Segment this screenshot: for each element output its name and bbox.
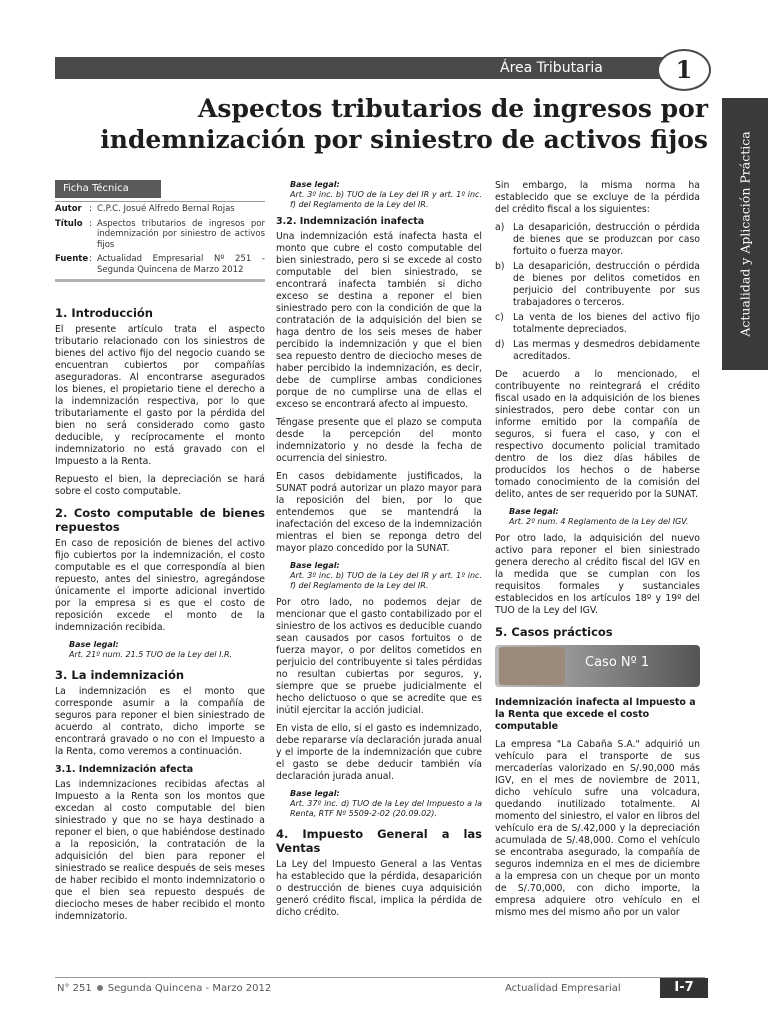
issue-period: Segunda Quincena - Marzo 2012 [107, 983, 272, 994]
section-number: 1 [657, 49, 711, 91]
base-legal-label: Base legal: [509, 507, 559, 516]
paragraph: En vista de ello, si el gasto es indemnizado, debe repararse vía declaración jurada anual y el importe de la indemnización que cubre el gasto se debe deducir también vía declaración jurada anual. [276, 723, 482, 782]
paragraph: La Ley del Impuesto General a las Ventas ha establecido que la pérdida, desaparición o destrucción de bienes cuya adquisición generó crédito fiscal, implica la pérdida de dicho crédito. [276, 859, 482, 918]
paragraph: El presente artículo trata el aspecto tributario relacionado con los siniestros de bienes del activo fijo del negocio cuando se encuentran cubiertos por compañías aseguradoras. Al encontrarse asegurados los bienes, el propietario tiene el derecho a la indemnización respectiva, por lo que tributariamente el gasto por la pérdida del bien no será considerado como gasto deducible, y recíprocamente el monto indemnizatorio no está gravado con el Impuesto a la Renta. [55, 324, 265, 467]
base-legal [290, 180, 482, 210]
ficha-row-titulo: Título : Aspectos tributarios de ingresos por indemnización por siniestro de activos fijos [55, 218, 265, 250]
base-legal-text: Art. 3º inc. b) TUO de la Ley del IR y art. 1º inc. f) del Reglamento de la Ley del IR. [290, 190, 482, 209]
paragraph: De acuerdo a lo mencionado, el contribuyente no reintegrará el crédito fiscal usado en la adquisición de los bienes siniestrados, pero debe contar con un informe emitido por la compañía de seguros, si fuera el caso, y con el respectivo documento policial tramitado dentro de los diez días hábiles de producidos los hechos o de haberse tomado conocimiento de la comisión del delito, antes de ser requerido por la SUNAT. [495, 369, 700, 500]
heading-indemnizacion: 3. La indemnización [55, 668, 185, 682]
paragraph: Las indemnizaciones recibidas afectas al Impuesto a la Renta son los montos que excedan al costo computable del bien siniestrado y que no se haya destinado a reponer el bien, o que habiéndose destinado a la reposición, la contratación de la adquisición del bien para reponer el siniestrado se realice después de seis meses de haber recibido el monto indemnizatorio o que el bien sea repuesto después de dieciocho meses de haber recibido el monto indemnizatorio. [55, 779, 265, 922]
paragraph: Por otro lado, la adquisición del nuevo activo para reponer el bien siniestrado genera derecho al crédito fiscal del IGV en la medida que se cumplan con los requisitos formales y sustanciales establecidos en los artículos 18º y 19º del TUO de la Ley del IGV. [495, 533, 700, 616]
paragraph: Sin embargo, la misma norma ha establecido que se excluye de la pérdida del crédito fiscal a los siguientes: [495, 180, 700, 215]
paragraph: La indemnización es el monto que corresponde asumir a la compañía de seguros para reponer el bien siniestrado de acuerdo al contrato, dicho importe se encontrará gravado o no con el Impuesto a la Renta, como veremos a continuación. [55, 686, 265, 757]
paragraph: Por otro lado, no podemos dejar de mencionar que el gasto contabilizado por el siniestro de los activos es deducible cuando sean causados por casos fortuitos o de fuerza mayor, o por delitos cometidos en perjuicio del contribuyente si tales pérdidas no resultan cubiertas por seguros, y, siempre que se pruebe judicialmente el hecho delictuoso o que se acredite que es inútil ejercitar la acción judicial. [276, 597, 482, 716]
ficha-heading: Ficha Técnica [55, 180, 161, 198]
list-item: d) Las mermas y desmedros debidamente acreditados. [495, 339, 700, 362]
heading-introduccion: 1. Introducción [55, 306, 153, 320]
bullet-icon [97, 985, 103, 991]
caso-title: Caso Nº 1 [585, 655, 650, 670]
paragraph: Una indemnización está inafecta hasta el monto que cubre el costo computable del bien siniestrado, pero si se excede al costo computable del bien siniestrado, se encontrará inafecta también si dicho exceso se destina a reponer el bien siniestrado pero con la condición de que la contratación de la adquisición del bien se haga dentro de los seis meses de haber percibido la indemnización y que el bien sea repuesto dentro de dieciocho meses de haber percibido la indemnización, es decir, debe de cumplirse ambas condiciones porque de no cumplirse una de ellas el exceso se encontrará afecto al impuesto. [276, 231, 482, 410]
article-title [60, 93, 708, 155]
heading-igv: 4. Impuesto General a las Ventas [276, 827, 482, 855]
base-legal [290, 789, 482, 819]
ficha-row-autor: Autor : C.P.C. Josué Alfredo Bernal Rojas [55, 202, 265, 217]
caso-subtitle: Indemnización inafecta al Impuesto a la Renta que excede el costo computable [495, 697, 696, 732]
title-line-1: Aspectos tributarios de ingresos por [198, 94, 708, 123]
title-line-2: indemnización por siniestro de activos fijos [100, 125, 708, 154]
base-legal-label: Base legal: [69, 640, 119, 649]
heading-casos-practicos: 5. Casos prácticos [495, 625, 613, 639]
footer-issue [57, 983, 271, 994]
ficha-key: Título [55, 218, 83, 229]
ficha-row-fuente: Fuente : Actualidad Empresarial Nº 251 - Segunda Quincena de Marzo 2012 [55, 254, 265, 275]
footer-rule [55, 977, 705, 978]
base-legal [69, 640, 265, 660]
caso-photo [499, 647, 565, 685]
paragraph: La empresa "La Cabaña S.A." adquirió un vehículo para el transporte de sus mercaderías valorizado en S/.90,000 más IGV, en el mes de noviembre de 2011, dicho vehículo sufre una volcadura, quedando inutilizado totalmente. Al momento del siniestro, el valor en libros del vehículo era de S/.42,000 y la depreciación acumulada de S/.48,000. Como el vehículo se encontraba asegurado, la compañía de seguros indemniza en el mes de diciembre a la empresa con un cheque por un monto de S/.70,000, con dicho importe, la empresa adquiere otro vehículo en el mismo mes del mismo año por un valor [495, 739, 700, 918]
list-item: c) La venta de los bienes del activo fijo totalmente depreciados. [495, 312, 700, 335]
exclusion-list [495, 222, 700, 363]
heading-costo-computable: 2. Costo computable de bienes repuestos [55, 506, 265, 534]
column-1 [55, 180, 265, 929]
page-number: I-7 [660, 978, 708, 998]
base-legal-label: Base legal: [290, 180, 340, 189]
heading-indemnizacion-inafecta: 3.2. Indemnización inafecta [276, 216, 425, 227]
column-2 [276, 180, 482, 925]
base-legal-label: Base legal: [290, 789, 340, 798]
paragraph: En casos debidamente justificados, la SUNAT podrá autorizar un plazo mayor para la reposición del bien, por lo que entendemos que se mantendrá la inafectación del exceso de la indemnización mientras el bien se reponga detro del mayor plazo concedido por la SUNAT. [276, 471, 482, 554]
ficha-value: Aspectos tributarios de ingresos por indemnización por siniestro de activos fijos [97, 218, 265, 250]
list-item: b) La desaparición, destrucción o pérdida de bienes por delitos cometidos en perjuicio del contribuyente por sus trabajadores o terceros. [495, 261, 700, 308]
issue-number: N° 251 [57, 983, 92, 994]
base-legal-text: Art. 21º num. 21.5 TUO de la Ley del I.R. [69, 650, 233, 659]
footer-brand: Actualidad Empresarial [505, 983, 621, 994]
base-legal-text: Art. 37º inc. d) TUO de la Ley del Impuesto a la Renta, RTF Nº 5509-2-02 (20.09.02). [290, 799, 482, 818]
base-legal [509, 507, 700, 527]
ficha-value: Actualidad Empresarial Nº 251 - Segunda Quincena de Marzo 2012 [97, 254, 265, 275]
paragraph: En caso de reposición de bienes del activo fijo cubiertos por la indemnización, el costo computable es el que correspondía al bien repuesto, antes del siniestro, agregándose únicamente el importe adicional invertido por la empresa si es que el costo de reposición excede el monto de la indemnización recibida. [55, 538, 265, 633]
paragraph: Repuesto el bien, la depreciación se hará sobre el costo computable. [55, 474, 265, 497]
base-legal-text: Art. 2º num. 4 Reglamento de la Ley del IGV. [509, 517, 689, 526]
ficha-key: Fuente [55, 254, 89, 264]
ficha-value: C.P.C. Josué Alfredo Bernal Rojas [97, 204, 235, 214]
column-3 [495, 180, 700, 925]
side-tab-label: Actualidad y Aplicación Práctica [737, 131, 753, 337]
heading-indemnizacion-afecta: 3.1. Indemnización afecta [55, 764, 194, 775]
ficha-tecnica [55, 201, 265, 282]
caso-banner [495, 645, 700, 687]
base-legal-text: Art. 3º inc. b) TUO de la Ley del IR y art. 1º inc. f) del Reglamento de la Ley del IR. [290, 571, 482, 590]
ficha-key: Autor [55, 204, 82, 214]
list-item: a) La desaparición, destrucción o pérdida de bienes que se produzcan por caso fortuito o fuerza mayor. [495, 222, 700, 257]
section-title: Área Tributaria [500, 60, 603, 76]
base-legal-label: Base legal: [290, 561, 340, 570]
header-bar [55, 57, 705, 79]
paragraph: Téngase presente que el plazo se computa desde la percepción del monto indemnizatorio y no desde la fecha de ocurrencia del siniestro. [276, 417, 482, 464]
base-legal [290, 561, 482, 591]
ficha-rule [55, 279, 265, 282]
